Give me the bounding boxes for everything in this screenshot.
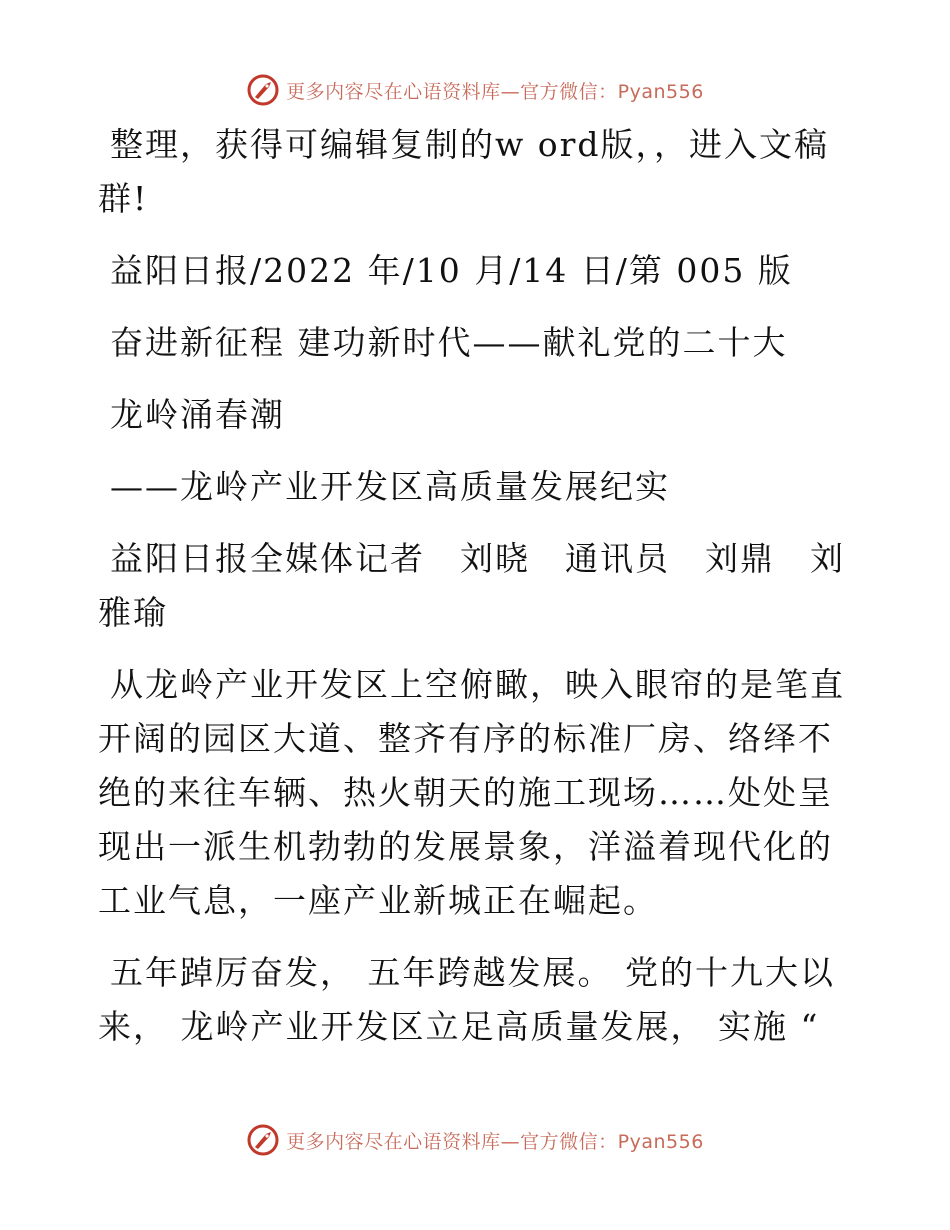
publication-line: 益阳日报/2022 年/10 月/14 日/第 005 版 xyxy=(110,251,793,290)
article-subtitle: ——龙岭产业开发区高质量发展纪实 xyxy=(110,467,670,506)
document-body xyxy=(98,118,850,1072)
header-watermark xyxy=(0,70,950,110)
watermark-text: 更多内容尽在心语资料库—官方微信：Pyan556 xyxy=(286,80,704,103)
watermark-text: 更多内容尽在心语资料库—官方微信：Pyan556 xyxy=(286,1130,704,1153)
pen-nib-logo-icon xyxy=(246,73,280,107)
byline: 益阳日报全媒体记者 刘晓 通讯员 刘鼎 刘雅瑜 xyxy=(98,539,845,632)
pen-nib-logo-icon xyxy=(246,1123,280,1157)
intro-paragraph: 整理，获得可编辑复制的w ord版，，进入文稿群! xyxy=(98,125,830,218)
body-paragraph-1: 从龙岭产业开发区上空俯瞰，映入眼帘的是笔直开阔的园区大道、整齐有序的标准厂房、络绎不绝的来往车辆、热火朝天的施工现场……处处呈现出一派生机勃勃的发展景象，洋溢着现代化的工业气息，一座产业新城正在崛起。 xyxy=(98,665,845,920)
article-title: 龙岭涌春潮 xyxy=(110,395,285,434)
column-title: 奋进新征程 建功新时代——献礼党的二十大 xyxy=(110,323,788,362)
footer-watermark xyxy=(0,1120,950,1160)
body-paragraph-2: 五年踔厉奋发， 五年跨越发展。 党的十九大以来， 龙岭产业开发区立足高质量发展， 实施 “ xyxy=(98,953,835,1046)
